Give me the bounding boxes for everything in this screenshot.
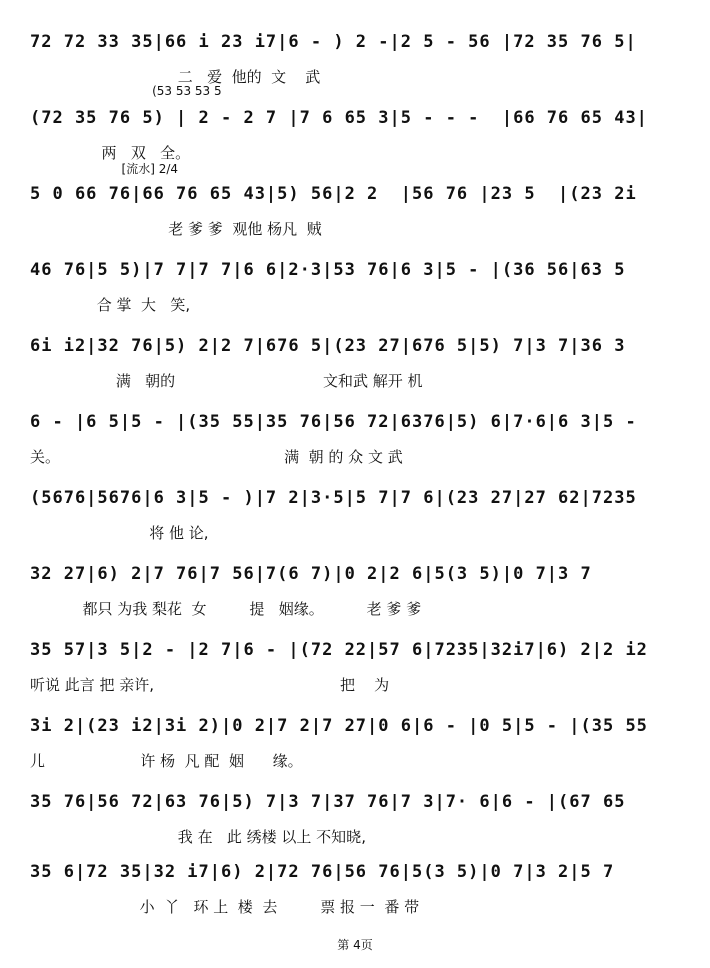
score-system bbox=[30, 782, 690, 854]
score-system bbox=[30, 554, 690, 626]
lyrics-line: 二 爱 他的 文 武 bbox=[30, 68, 321, 86]
score-system bbox=[30, 706, 690, 778]
lyrics-line: 将 他 论, bbox=[30, 524, 209, 542]
notation-line: 6i i2|32 76|5) 2|2 7|676 5|(23 27|676 5|5) 7|3 7|36 3 bbox=[30, 336, 626, 356]
notation-line: 35 76|56 72|63 76|5) 7|3 7|37 76|7 3|7· 6|6 - |(67 65 bbox=[30, 792, 626, 812]
score-system bbox=[30, 402, 690, 474]
notation-line: 35 6|72 35|32 i7|6) 2|72 76|56 76|5(3 5)|0 7|3 2|5 7 bbox=[30, 862, 615, 882]
lyrics-line: 合 掌 大 笑, bbox=[30, 296, 191, 314]
notation-line: (72 35 76 5) | 2 - 2 7 |7 6 65 3|5 - - - |66 76 65 43| bbox=[30, 108, 648, 128]
notation-line: 3i 2|(23 i2|3i 2)|0 2|7 2|7 27|0 6|6 - |0 5|5 - |(35 55 bbox=[30, 716, 648, 736]
lyrics-line: 老 爹 爹 观他 杨凡 贼 bbox=[30, 220, 322, 238]
lyrics-line: 两 双 全。 bbox=[30, 144, 191, 162]
lyrics-line: 儿 许 杨 凡 配 姻 缘。 bbox=[30, 752, 303, 770]
score-system bbox=[30, 478, 690, 550]
lyrics-line: 我 在 此 绣楼 以上 不知晓, bbox=[30, 828, 366, 846]
notation-line: (5676|5676|6 3|5 - )|7 2|3·5|5 7|7 6|(23 27|27 62|7235 bbox=[30, 488, 637, 508]
notation-line: 35 57|3 5|2 - |2 7|6 - |(72 22|57 6|7235|32i7|6) 2|2 i2 bbox=[30, 640, 648, 660]
notation-line: 46 76|5 5)|7 7|7 7|6 6|2·3|53 76|6 3|5 - |(36 56|63 5 bbox=[30, 260, 626, 280]
score-system bbox=[30, 162, 690, 246]
lyrics-line: 满 朝的 文和武 解开 机 bbox=[30, 372, 423, 390]
page-number: 第 4页 bbox=[337, 938, 373, 952]
notation-line: 5 0 66 76|66 76 65 43|5) 56|2 2 |56 76 |23 5 |(23 2i bbox=[30, 184, 637, 204]
notation-line: 32 27|6) 2|7 76|7 56|7(6 7)|0 2|2 6|5(3 5)|0 7|3 7 bbox=[30, 564, 592, 584]
score-system bbox=[30, 630, 690, 702]
lyrics-line: 关。 满 朝 的 众 文 武 bbox=[30, 448, 403, 466]
score-system bbox=[30, 326, 690, 398]
score-system bbox=[30, 852, 690, 924]
score-system bbox=[30, 250, 690, 322]
notation-line: 6 - |6 5|5 - |(35 55|35 76|56 72|6376|5) 6|7·6|6 3|5 - bbox=[30, 412, 637, 432]
annotation: (53 53 53 5 bbox=[30, 84, 222, 98]
annotation: [流水] 2/4 bbox=[30, 162, 179, 176]
lyrics-line: 都只 为我 梨花 女 提 姻缘。 老 爹 爹 bbox=[30, 600, 422, 618]
lyrics-line: 小 丫 环 上 楼 去 票 报 一 番 带 bbox=[30, 898, 420, 916]
notation-line: 72 72 33 35|66 i 23 i7|6 - ) 2 -|2 5 - 56 |72 35 76 5| bbox=[30, 32, 637, 52]
lyrics-line: 听说 此言 把 亲许, 把 为 bbox=[30, 676, 390, 694]
